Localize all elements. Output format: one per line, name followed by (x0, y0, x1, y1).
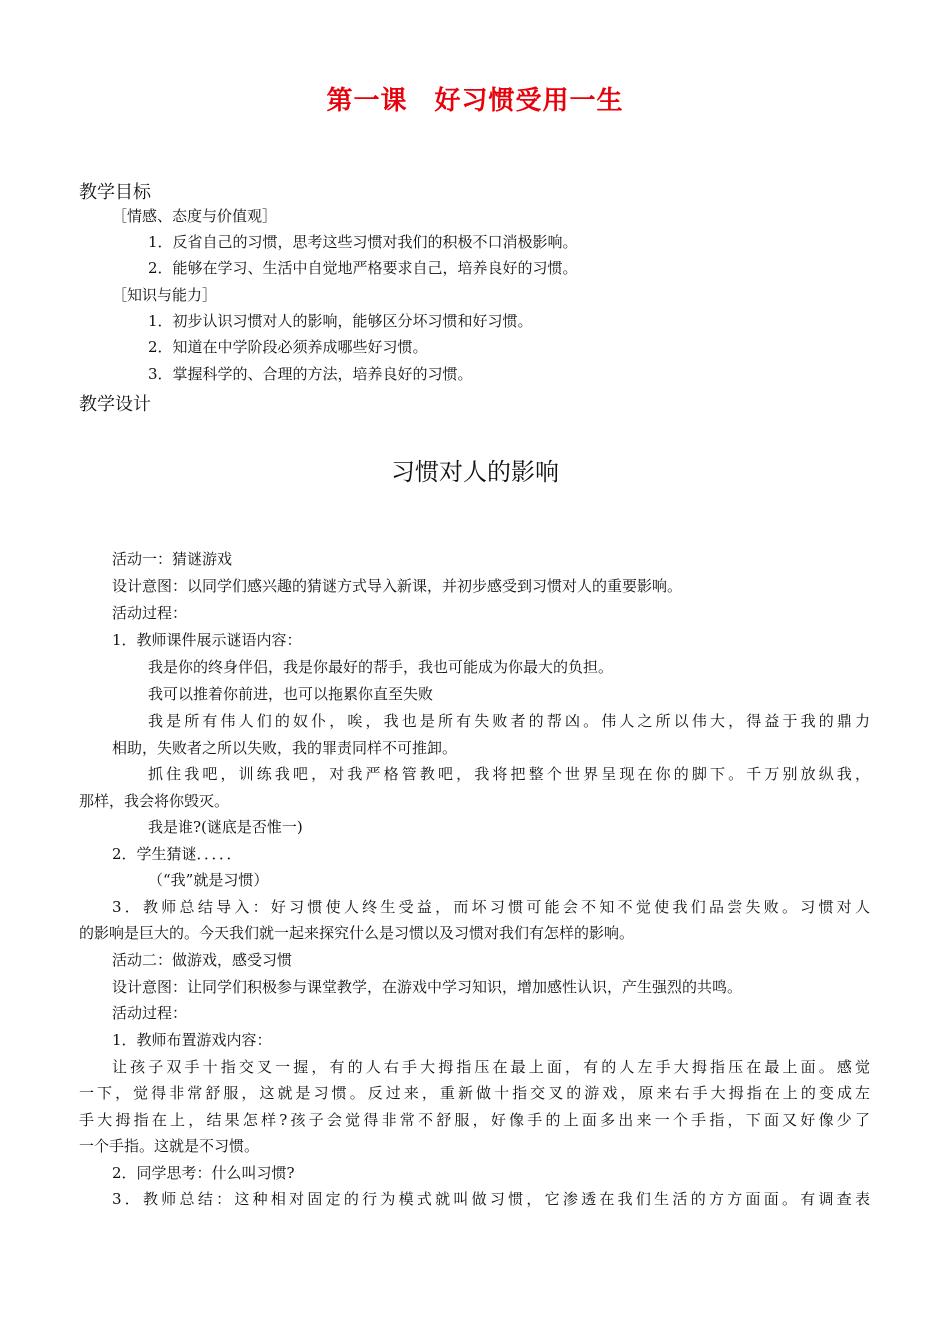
activity-step: 1．教师课件展示谜语内容： (112, 631, 302, 649)
lesson-title: 第一课 好习惯受用一生 (326, 86, 624, 116)
goal-item: 3．掌握科学的、合理的方法，培养良好的习惯。 (148, 365, 473, 383)
riddle-answer: （“我”就是习惯） (148, 871, 269, 889)
riddle-line: 我可以推着你前进，也可以拖累你直至失败 (148, 685, 434, 703)
riddle-line: 相助，失败者之所以失败，我的罪责同样不可推卸。 (112, 739, 458, 757)
goal-item: 1．初步认识习惯对人的影响，能够区分坏习惯和好习惯。 (148, 312, 533, 330)
riddle-line: 那样，我会将你毁灭。 (79, 792, 230, 810)
game-line: 让孩子双手十指交叉一握，有的人右手大拇指压在最上面，有的人左手大拇指压在最上面。感觉 (112, 1058, 870, 1076)
activity-step: 2．同学思考：什么叫习惯? (112, 1164, 295, 1182)
riddle-line: 我是你的终身伴侣，我是你最好的帮手，我也可能成为你最大的负担。 (148, 658, 614, 676)
activity-process: 活动过程： (112, 1004, 188, 1022)
goals-heading: 教学目标 (79, 182, 151, 203)
activity-name: 活动一：猜谜游戏 (112, 550, 233, 568)
game-line: 一个手指。这就是不习惯。 (79, 1137, 260, 1155)
activity-step: 3．教师总结导入：好习惯使人终生受益，而坏习惯可能会不知不觉使我们品尝失败。习惯对人 (112, 898, 870, 916)
goal-item: 1．反省自己的习惯，思考这些习惯对我们的积极不口消极影响。 (148, 233, 578, 251)
activity-step: 1．教师布置游戏内容： (112, 1031, 272, 1049)
goals-section-label: ［情感、态度与价值观］ (112, 207, 278, 225)
activity-step: 的影响是巨大的。今天我们就一起来探究什么是习惯以及习惯对我们有怎样的影响。 (79, 924, 635, 942)
game-line: 手大拇指在上，结果怎样?孩子会觉得非常不舒服，好像手的上面多出来一个手指，下面又好像少了 (79, 1111, 870, 1129)
goals-section-label: ［知识与能力］ (112, 286, 218, 304)
section-subtitle: 习惯对人的影响 (391, 458, 559, 486)
riddle-line: 我是谁?(谜底是否惟一) (148, 818, 303, 836)
activity-intent: 设计意图：让同学们积极参与课堂教学，在游戏中学习知识，增加感性认识，产生强烈的共鸣。 (112, 978, 743, 996)
goal-item: 2．能够在学习、生活中自觉地严格要求自己，培养良好的习惯。 (148, 259, 578, 277)
activity-intent: 设计意图：以同学们感兴趣的猜谜方式导入新课，并初步感受到习惯对人的重要影响。 (112, 577, 683, 595)
activity-step: 3．教师总结：这种相对固定的行为模式就叫做习惯，它渗透在我们生活的方方面面。有调查表 (112, 1190, 870, 1208)
activity-process: 活动过程： (112, 604, 188, 622)
riddle-line: 抓住我吧，训练我吧，对我严格管教吧，我将把整个世界呈现在你的脚下。千万别放纵我， (148, 765, 870, 783)
design-heading: 教学设计 (79, 394, 151, 415)
activity-step: 2．学生猜谜．．．．． (112, 845, 242, 863)
riddle-line: 我是所有伟人们的奴仆，唉，我也是所有失败者的帮凶。伟人之所以伟大，得益于我的鼎力 (148, 712, 870, 730)
game-line: 一下，觉得非常舒服，这就是习惯。反过来，重新做十指交叉的游戏，原来右手大拇指在上的变成左 (79, 1084, 870, 1102)
goal-item: 2．知道在中学阶段必须养成哪些好习惯。 (148, 338, 428, 356)
activity-name: 活动二：做游戏，感受习惯 (112, 951, 293, 969)
